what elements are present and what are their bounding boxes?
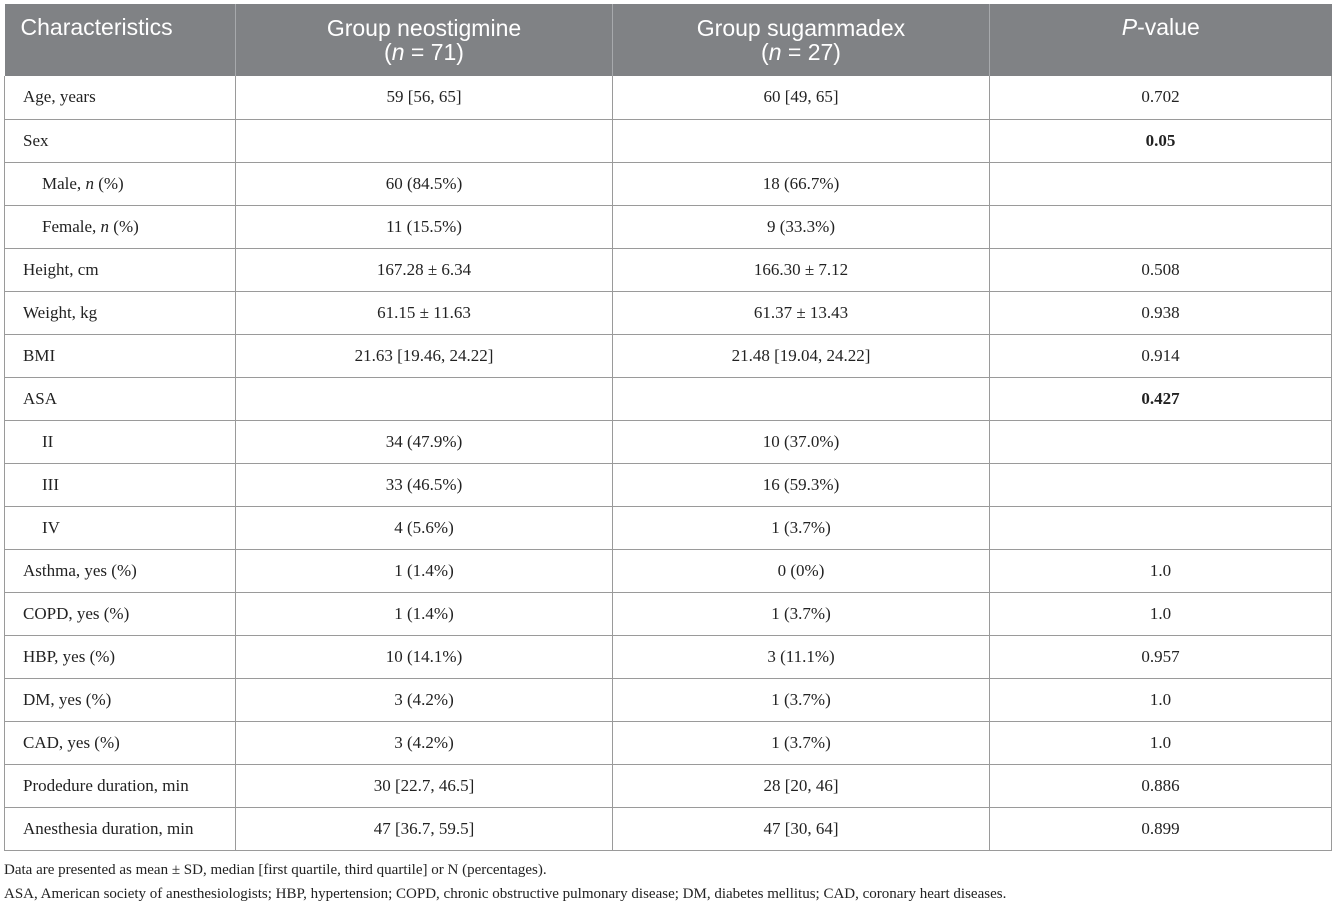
header-p-label: -value (1137, 14, 1200, 40)
cell-p-value (990, 506, 1332, 549)
header-neostigmine-n: (n = 71) (384, 39, 464, 65)
cell-sugammadex: 1 (3.7%) (613, 592, 990, 635)
row-label-text: Male, (42, 173, 86, 193)
header-p-value (990, 4, 1332, 76)
cell-sugammadex: 21.48 [19.04, 24.22] (613, 334, 990, 377)
header-row (5, 4, 1332, 76)
row-label: Sex (5, 119, 236, 162)
row-label-unit: (%) (109, 216, 139, 236)
row-label: ASA (5, 377, 236, 420)
table-row (5, 764, 1332, 807)
table-container (4, 4, 1331, 906)
cell-neostigmine: 3 (4.2%) (236, 678, 613, 721)
cell-sugammadex: 47 [30, 64] (613, 807, 990, 850)
cell-p-value: 1.0 (990, 549, 1332, 592)
row-label: Age, years (5, 76, 236, 119)
table-row (5, 205, 1332, 248)
cell-sugammadex: 0 (0%) (613, 549, 990, 592)
row-label-text: Female, (42, 216, 101, 236)
table-row (5, 463, 1332, 506)
row-label-n: n (85, 173, 94, 193)
characteristics-table (4, 4, 1332, 851)
cell-sugammadex: 16 (59.3%) (613, 463, 990, 506)
cell-p-value: 0.427 (990, 377, 1332, 420)
cell-neostigmine: 4 (5.6%) (236, 506, 613, 549)
cell-p-value: 1.0 (990, 721, 1332, 764)
table-row (5, 721, 1332, 764)
table-row (5, 635, 1332, 678)
table-row (5, 420, 1332, 463)
header-neostigmine-n-symbol: n (391, 39, 405, 65)
cell-neostigmine: 60 (84.5%) (236, 162, 613, 205)
cell-neostigmine: 10 (14.1%) (236, 635, 613, 678)
table-row (5, 248, 1332, 291)
cell-neostigmine: 3 (4.2%) (236, 721, 613, 764)
row-label: COPD, yes (%) (5, 592, 236, 635)
row-label: IV (5, 506, 236, 549)
cell-sugammadex: 60 [49, 65] (613, 76, 990, 119)
row-label: Prodedure duration, min (5, 764, 236, 807)
cell-neostigmine: 1 (1.4%) (236, 549, 613, 592)
cell-neostigmine: 61.15 ± 11.63 (236, 291, 613, 334)
row-label: Asthma, yes (%) (5, 549, 236, 592)
table-row (5, 119, 1332, 162)
cell-sugammadex: 1 (3.7%) (613, 678, 990, 721)
cell-p-value: 0.886 (990, 764, 1332, 807)
row-label (5, 205, 236, 248)
header-neostigmine-n-value: = 71) (404, 39, 464, 65)
table-row (5, 291, 1332, 334)
cell-neostigmine: 167.28 ± 6.34 (236, 248, 613, 291)
header-sugammadex-title: Group sugammadex (696, 15, 906, 41)
header-p-symbol: P (1121, 14, 1138, 40)
cell-sugammadex: 1 (3.7%) (613, 721, 990, 764)
cell-neostigmine (236, 377, 613, 420)
cell-p-value: 1.0 (990, 592, 1332, 635)
row-label-n: n (100, 216, 110, 236)
table-row (5, 334, 1332, 377)
cell-p-value (990, 463, 1332, 506)
cell-sugammadex: 61.37 ± 13.43 (613, 291, 990, 334)
row-label: CAD, yes (%) (5, 721, 236, 764)
cell-sugammadex: 28 [20, 46] (613, 764, 990, 807)
cell-sugammadex: 9 (33.3%) (613, 205, 990, 248)
header-sugammadex-n-value: = 27) (781, 39, 841, 65)
cell-sugammadex: 18 (66.7%) (613, 162, 990, 205)
row-label: Height, cm (5, 248, 236, 291)
cell-p-value: 1.0 (990, 678, 1332, 721)
cell-neostigmine: 59 [56, 65] (236, 76, 613, 119)
header-neostigmine-title: Group neostigmine (326, 15, 522, 41)
cell-neostigmine: 33 (46.5%) (236, 463, 613, 506)
cell-sugammadex: 10 (37.0%) (613, 420, 990, 463)
cell-p-value: 0.702 (990, 76, 1332, 119)
cell-p-value (990, 420, 1332, 463)
cell-neostigmine: 1 (1.4%) (236, 592, 613, 635)
table-row (5, 807, 1332, 850)
cell-p-value: 0.957 (990, 635, 1332, 678)
table-row (5, 377, 1332, 420)
table-row (5, 162, 1332, 205)
cell-sugammadex: 3 (11.1%) (613, 635, 990, 678)
header-characteristics (5, 4, 236, 76)
cell-neostigmine: 30 [22.7, 46.5] (236, 764, 613, 807)
row-label: Weight, kg (5, 291, 236, 334)
cell-sugammadex: 166.30 ± 7.12 (613, 248, 990, 291)
row-label: II (5, 420, 236, 463)
table-row (5, 678, 1332, 721)
cell-p-value: 0.914 (990, 334, 1332, 377)
table-footnotes (4, 858, 1331, 906)
header-characteristics-label: Characteristics (20, 14, 173, 40)
header-sugammadex-n-symbol: n (768, 39, 782, 65)
footnote-data-presentation: Data are presented as mean ± SD, median [first quartile, third quartile] or N (percentages). (4, 861, 547, 878)
table-row (5, 76, 1332, 119)
cell-neostigmine: 47 [36.7, 59.5] (236, 807, 613, 850)
cell-p-value: 0.938 (990, 291, 1332, 334)
cell-sugammadex (613, 119, 990, 162)
cell-neostigmine: 21.63 [19.46, 24.22] (236, 334, 613, 377)
cell-neostigmine: 11 (15.5%) (236, 205, 613, 248)
table-row (5, 549, 1332, 592)
cell-sugammadex (613, 377, 990, 420)
row-label (5, 162, 236, 205)
row-label: HBP, yes (%) (5, 635, 236, 678)
row-label: BMI (5, 334, 236, 377)
cell-p-value: 0.899 (990, 807, 1332, 850)
cell-p-value: 0.05 (990, 119, 1332, 162)
cell-p-value (990, 162, 1332, 205)
table-row (5, 592, 1332, 635)
cell-p-value (990, 205, 1332, 248)
row-label: III (5, 463, 236, 506)
row-label: Anesthesia duration, min (5, 807, 236, 850)
row-label: DM, yes (%) (5, 678, 236, 721)
header-sugammadex-n: (n = 27) (761, 39, 841, 65)
cell-p-value: 0.508 (990, 248, 1332, 291)
cell-neostigmine: 34 (47.9%) (236, 420, 613, 463)
footnote-abbreviations: ASA, American society of anesthesiologists; HBP, hypertension; COPD, chronic obstructive pulmonary disease; DM, diabetes mellitus; CAD, coronary heart diseases. (4, 885, 1007, 902)
cell-neostigmine (236, 119, 613, 162)
cell-sugammadex: 1 (3.7%) (613, 506, 990, 549)
header-group-sugammadex (613, 4, 990, 76)
header-group-neostigmine (236, 4, 613, 76)
table-row (5, 506, 1332, 549)
row-label-unit: (%) (93, 173, 124, 193)
